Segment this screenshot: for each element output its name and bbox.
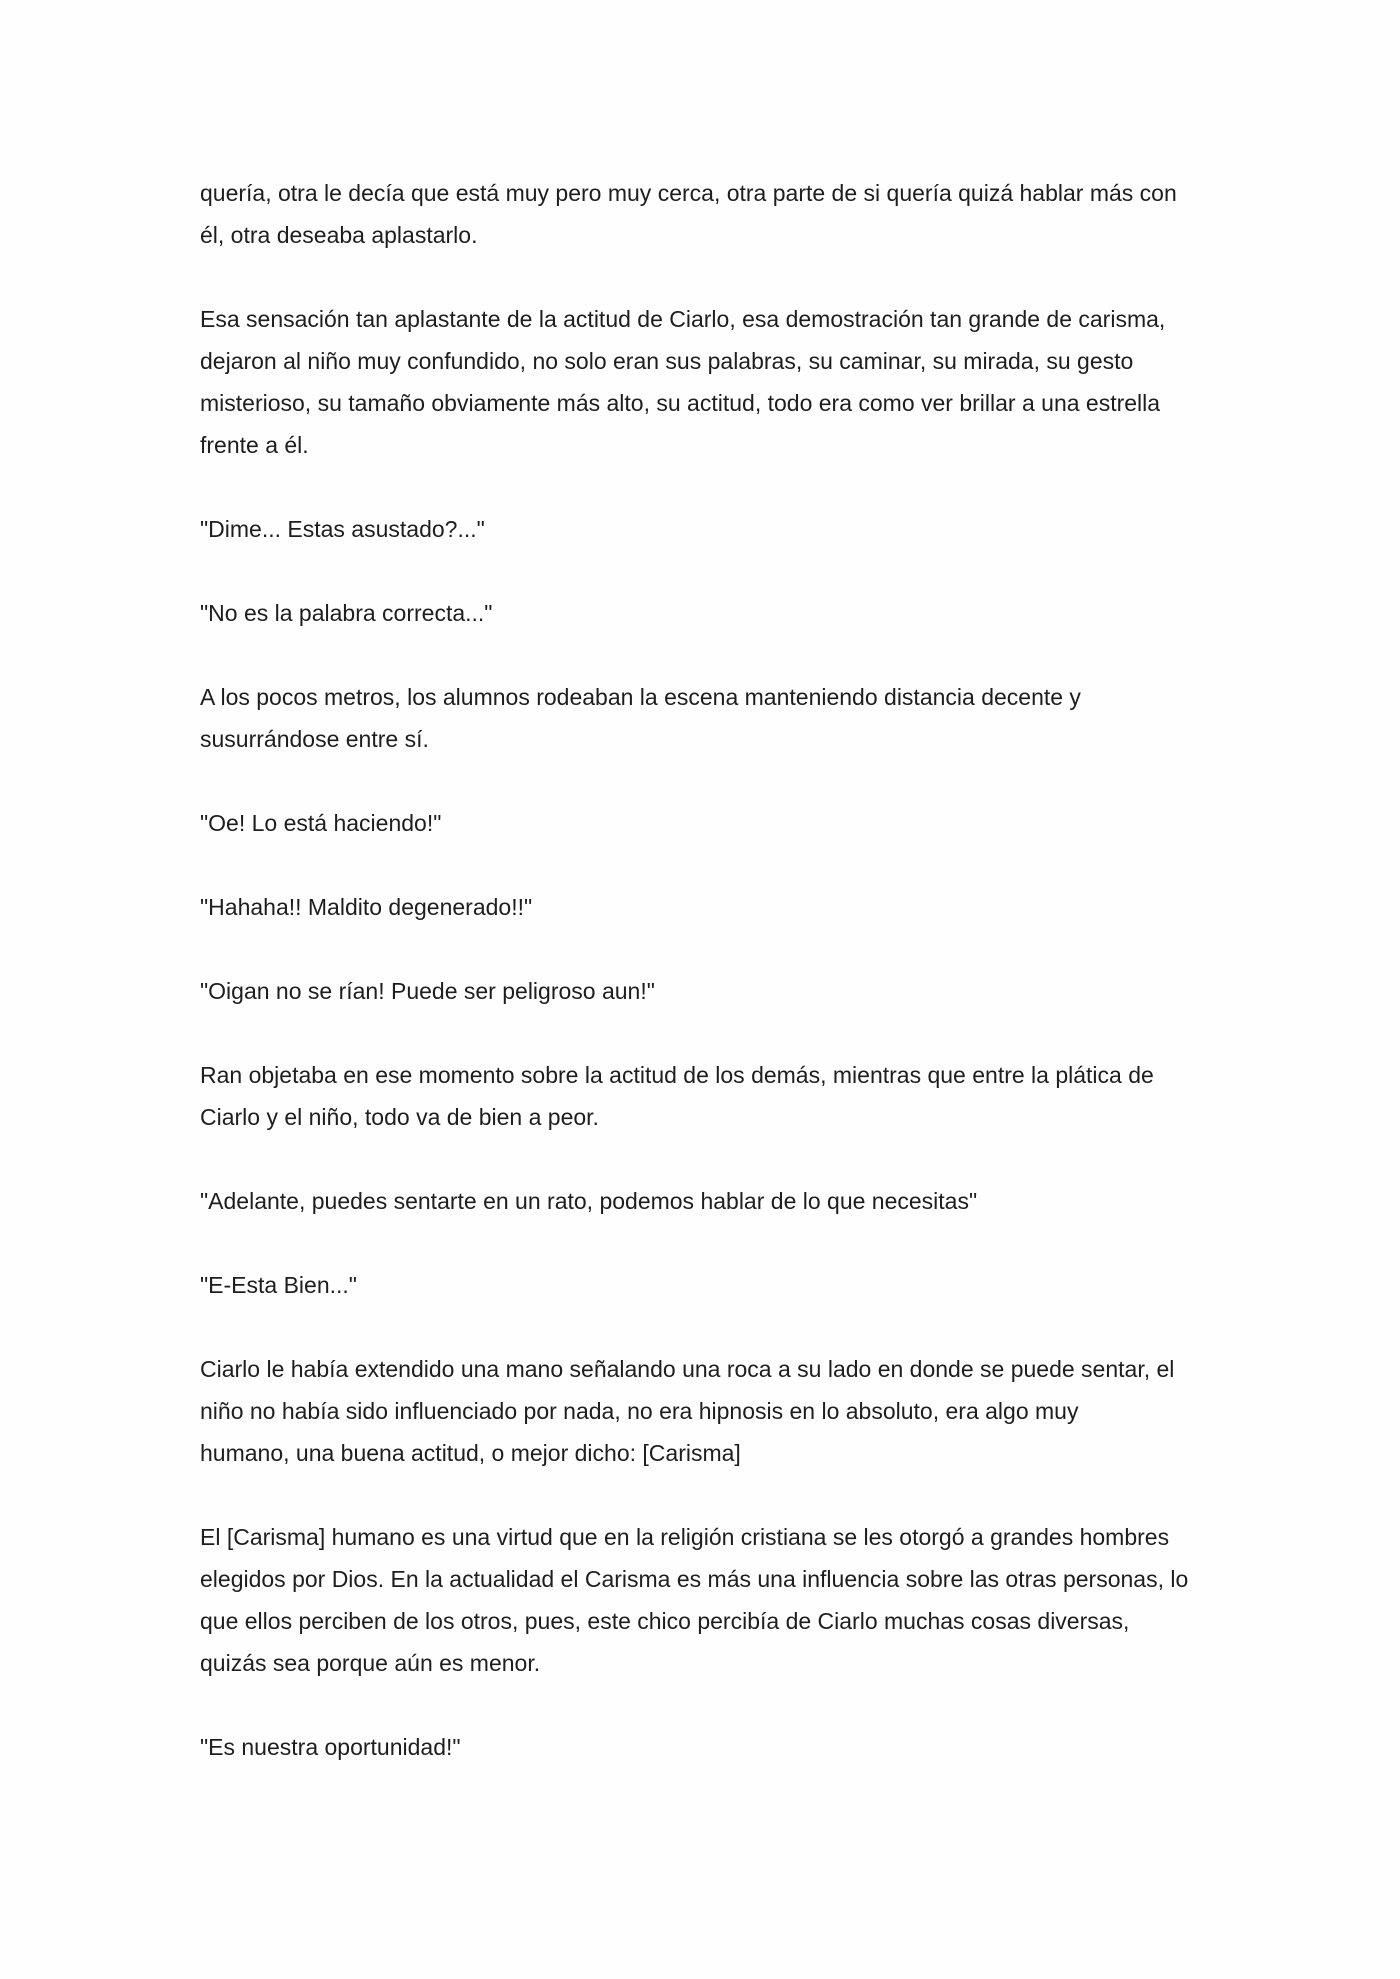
paragraph bbox=[200, 1348, 1210, 1474]
paragraph bbox=[200, 676, 1210, 760]
text-line: "Es nuestra oportunidad!" bbox=[200, 1734, 461, 1760]
paragraph bbox=[200, 172, 1210, 256]
text-line: niño no había sido influenciado por nada, no era hipnosis en lo absoluto, era algo muy bbox=[200, 1398, 1079, 1424]
text-line: "Dime... Estas asustado?..." bbox=[200, 516, 485, 542]
text-line: "Oigan no se rían! Puede ser peligroso aun!" bbox=[200, 978, 655, 1004]
text-line: A los pocos metros, los alumnos rodeaban la escena manteniendo distancia decente y bbox=[200, 684, 1081, 710]
dialogue-line bbox=[200, 1726, 1210, 1768]
text-line: Ran objetaba en ese momento sobre la actitud de los demás, mientras que entre la plática de bbox=[200, 1062, 1154, 1088]
text-line: "Adelante, puedes sentarte en un rato, podemos hablar de lo que necesitas" bbox=[200, 1188, 978, 1214]
text-line: elegidos por Dios. En la actualidad el Carisma es más una influencia sobre las otras personas, lo bbox=[200, 1566, 1189, 1592]
text-line: Esa sensación tan aplastante de la actitud de Ciarlo, esa demostración tan grande de carisma, bbox=[200, 306, 1166, 332]
dialogue-line bbox=[200, 1264, 1210, 1306]
text-line: humano, una buena actitud, o mejor dicho: [Carisma] bbox=[200, 1440, 741, 1466]
dialogue-line bbox=[200, 508, 1210, 550]
dialogue-line bbox=[200, 802, 1210, 844]
text-line: El [Carisma] humano es una virtud que en la religión cristiana se les otorgó a grandes hombres bbox=[200, 1524, 1170, 1550]
dialogue-line bbox=[200, 886, 1210, 928]
dialogue-line bbox=[200, 592, 1210, 634]
text-line: que ellos perciben de los otros, pues, este chico percibía de Ciarlo muchas cosas diversas, bbox=[200, 1608, 1130, 1634]
text-line: "No es la palabra correcta..." bbox=[200, 600, 493, 626]
paragraph bbox=[200, 298, 1210, 466]
text-line: "Hahaha!! Maldito degenerado!!" bbox=[200, 894, 533, 920]
text-line: susurrándose entre sí. bbox=[200, 726, 429, 752]
paragraph bbox=[200, 1054, 1210, 1138]
text-line: "E-Esta Bien..." bbox=[200, 1272, 357, 1298]
text-line: frente a él. bbox=[200, 432, 309, 458]
paragraph bbox=[200, 1516, 1210, 1684]
text-line: Ciarlo le había extendido una mano señalando una roca a su lado en donde se puede sentar, el bbox=[200, 1356, 1175, 1382]
text-line: él, otra deseaba aplastarlo. bbox=[200, 222, 478, 248]
text-line: quizás sea porque aún es menor. bbox=[200, 1650, 541, 1676]
dialogue-line bbox=[200, 970, 1210, 1012]
text-line: misterioso, su tamaño obviamente más alto, su actitud, todo era como ver brillar a una estrella bbox=[200, 390, 1161, 416]
text-line: dejaron al niño muy confundido, no solo eran sus palabras, su caminar, su mirada, su gesto bbox=[200, 348, 1134, 374]
text-line: "Oe! Lo está haciendo!" bbox=[200, 810, 442, 836]
text-line: quería, otra le decía que está muy pero muy cerca, otra parte de si quería quizá hablar más con bbox=[200, 180, 1177, 206]
text-line: Ciarlo y el niño, todo va de bien a peor. bbox=[200, 1104, 599, 1130]
dialogue-line bbox=[200, 1180, 1210, 1222]
document-body bbox=[200, 172, 1210, 1810]
